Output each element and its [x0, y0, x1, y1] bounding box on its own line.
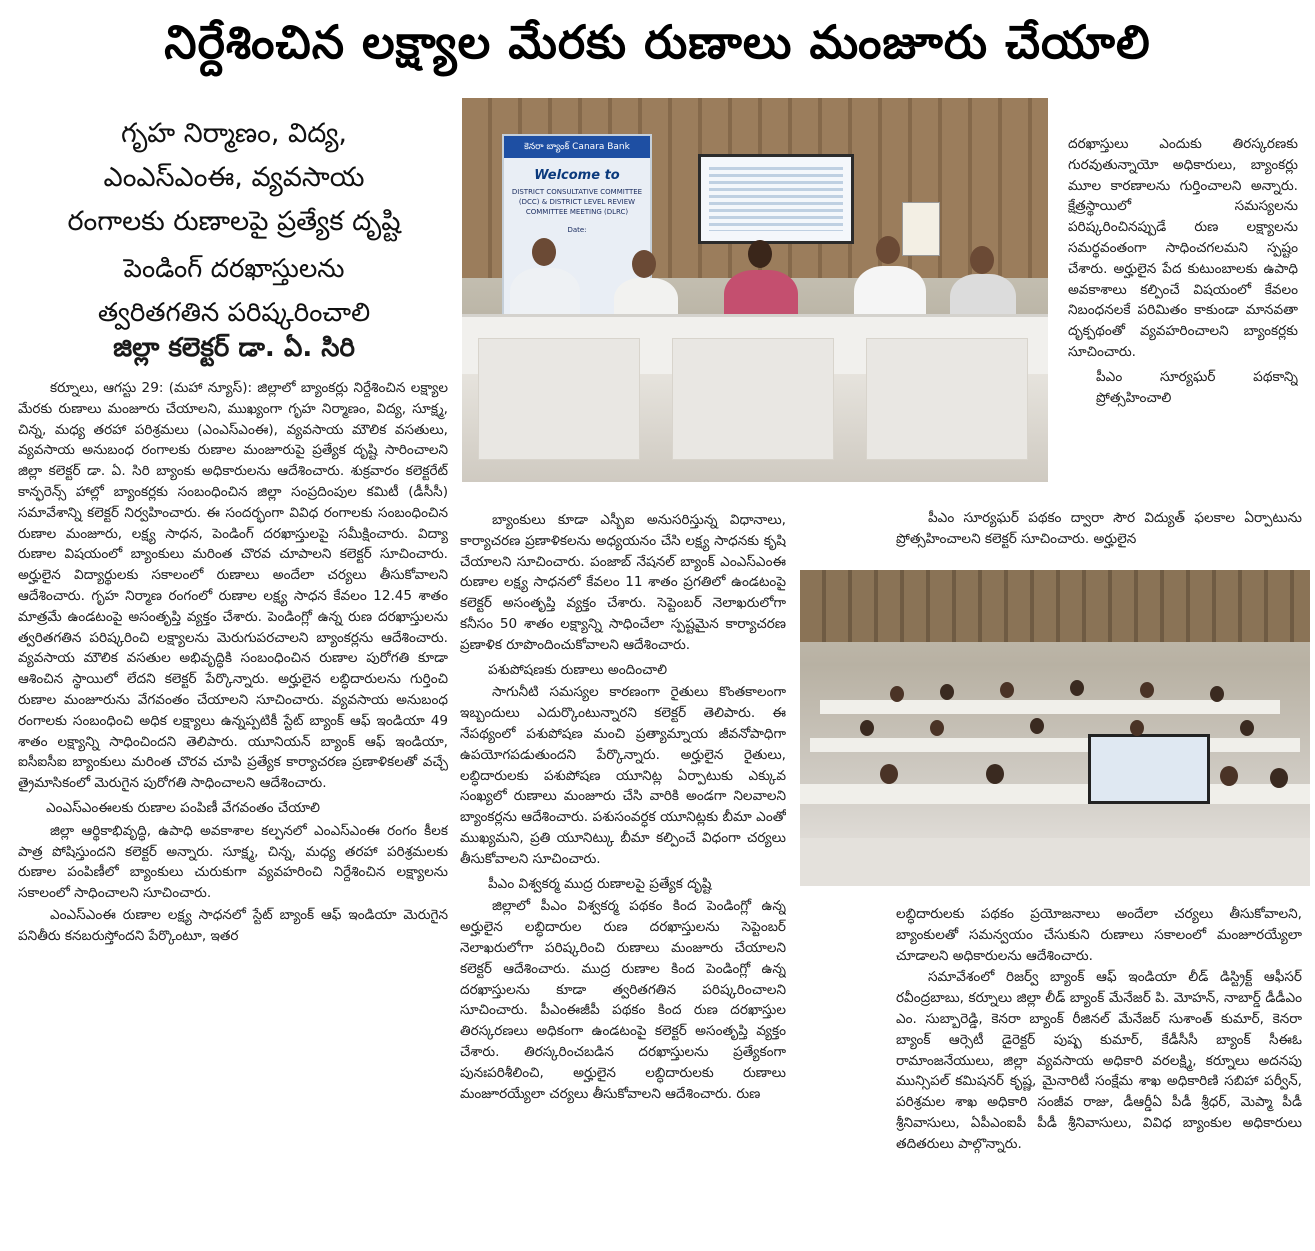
paragraph: సమావేశంలో రిజర్వ్ బ్యాంక్ ఆఫ్ ఇండియా లీడ్ డిస్ట్రిక్ట్ ఆఫీసర్ రవీంద్రబాబు, కర్నూలు జిల్లా లీడ్ బ్యాంక్ మేనేజర్ పి. మోహన్, నాబార్డ్ డీడీఎం ఎం. సుబ్బారెడ్డి, కెనరా బ్యాంక్ రీజినల్ మేనేజర్ సుశాంత్ కుమార్, కెనరా బ్యాంక్ ఆర్సెటీ డైరెక్టర్ పుష్ప కుమార్, కేడీసీసీ బ్యాంక్ సీఈఓ రామాంజనేయులు, జిల్లా వ్యవసాయ అధికారి వరలక్ష్మి, కర్నూలు అదనపు మున్సిపల్ కమిషనర్ కృష్ణ, మైనారిటీ సంక్షేమ శాఖ అధికారిణి సబిహా పర్వీన్, పరిశ్రమల శాఖ అధికారి సంజీవ రాజు, డీఆర్డీఏ పీడీ శ్రీధర్, మెప్మా పీడీ శ్రీనివాసులు, ఏపీఎంఐపీ పీడీ శ్రీనివాసులు, వివిధ బ్యాంకుల అధికారులు తదితరులు పాల్గొన్నారు.	[896, 969, 1302, 1152]
deck-line: పెండింగ్ దరఖాస్తులను	[123, 254, 345, 284]
deck-line: రంగాలకు రుణాలపై ప్రత్యేక దృష్టి	[67, 206, 401, 237]
paragraph: దరఖాస్తులు ఎందుకు తిరస్కరణకు గురవుతున్నాయో అధికారులు, బ్యాంకర్లు మూల కారణాలను గుర్తించాలని అన్నారు. క్షేత్రస్థాయిలో సమస్యలను పరిష్కరించినప్పుడే రుణ లక్ష్యాలను సమర్థవంతంగా సాధించగలమని స్పష్టం చేశారు. అర్హులైన పేద కుటుంబాలకు ఉపాధి అవకాశాలు కల్పించే విషయంలో కేవలం నిబంధనలకే పరిమితం కాకుండా మానవతా దృక్పథంతో వ్యవహరించాలని బ్యాంకర్లకు సూచించారు.	[1068, 136, 1298, 360]
meeting-dais-photo	[462, 98, 1048, 482]
banner-text: DISTRICT CONSULTATIVE COMMITTEE (DCC) & DISTRICT LEVEL REVIEW COMMITTEE MEETING (DLRC)	[511, 188, 643, 216]
article-column-1	[18, 378, 448, 1228]
subheading: పీఎం విశ్వకర్మ ముద్ర రుణాలపై ప్రత్యేక దృష్టి	[488, 875, 712, 892]
deck-line: గృహ నిర్మాణం, విద్య,	[120, 118, 348, 149]
person-head	[860, 720, 874, 736]
desk-row	[800, 838, 1310, 886]
person-head	[1130, 720, 1144, 736]
article-column-3-top	[1068, 134, 1298, 506]
byline: జిల్లా కలెక్టర్ డా. ఏ. సిరి	[113, 333, 355, 363]
projector-screen	[698, 154, 854, 244]
person-head	[1210, 686, 1224, 702]
person-head	[876, 236, 900, 264]
banner-date: Date:	[567, 226, 587, 234]
paragraph: కర్నూలు, ఆగస్టు 29: (మహా న్యూస్): జిల్లాలో బ్యాంకర్లు నిర్దేశించిన లక్ష్యాల మేరకు రుణాలు మంజూరు చేయాలని, ముఖ్యంగా గృహ నిర్మాణం, విద్య, సూక్ష్మ, చిన్న, మధ్య తరహా పరిశ్రమలు (ఎంఎస్ఎంఈ), వ్యవసాయ మౌలిక వసతులు, వ్యవసాయ అనుబంధ రంగాలకు రుణాల మంజూరుపై ప్రత్యేక దృష్టి సారించాలని జిల్లా కలెక్టర్ డా. ఏ. సిరి బ్యాంకు అధికారులను ఆదేశించారు. శుక్రవారం కలెక్టరేట్ కాన్ఫరెన్స్ హాల్లో బ్యాంకర్లకు సంబంధించిన జిల్లా సంప్రదింపుల కమిటీ (డీసీసీ) సమావేశాన్ని కలెక్టర్ నిర్వహించారు. ఈ సందర్భంగా వివిధ రంగాలకు సంబంధించిన రుణాల మంజూరు, లక్ష్య సాధన, పెండింగ్ దరఖాస్తులపై సమీక్షించారు. విద్యా రుణాల విషయంలో బ్యాంకులు మరింత చొరవ చూపాలని కలెక్టర్ సూచించారు. అర్హులైన విద్యార్థులకు సకాలంలో రుణాలు అందేలా చర్యలు తీసుకోవాలని ఆదేశించారు. గృహ నిర్మాణ రంగంలో రుణాల లక్ష్య సాధన కేవలం 12.45 శాతం మాత్రమే ఉండటంపై అసంతృప్తి వ్యక్తం చేశారు. పెండింగ్లో ఉన్న రుణ దరఖాస్తులను త్వరితగతిన పరిష్కరించి లక్ష్యాలను మెరుగుపరచాలని బ్యాంకర్లను ఆదేశించారు. వ్యవసాయ మౌలిక వసతుల అభివృద్ధికి సంబంధించిన రుణాల పురోగతి కూడా ఆశించిన స్థాయిలో లేదని కలెక్టర్ పేర్కొన్నారు. అర్హులైన లబ్ధిదారులను గుర్తించి రుణాల మంజూరును వేగవంతం చేయాలని సూచించారు. వ్యవసాయ అనుబంధ రంగాలకు సంబంధించి అధిక లక్ష్యాలు ఉన్నప్పటికీ స్టేట్ బ్యాంక్ ఆఫ్ ఇండియా 49 శాతం లక్ష్యాన్ని సాధించిందని తెలిపారు. యూనియన్ బ్యాంక్ ఆఫ్ ఇండియా, ఐసీఐసీఐ బ్యాంకులు మరింత చొరవ చూపి ప్రత్యేక కార్యాచరణ ప్రణాళికలతో వచ్చే త్రైమాసికంలో మెరుగైన పురోగతి సాధించాలని ఆదేశించారు.	[18, 380, 448, 792]
person-head	[890, 686, 904, 702]
article-column-2	[460, 510, 786, 1230]
meeting-audience-photo	[800, 570, 1310, 886]
person-head	[532, 238, 556, 266]
dais-panel	[866, 338, 1028, 460]
person-head	[1240, 720, 1254, 736]
person-head	[1070, 680, 1084, 696]
dais-panel	[672, 338, 834, 460]
subheading: పశుపోషణకు రుణాలు అందించాలి	[488, 661, 668, 678]
person-head	[986, 764, 1004, 784]
desk-row	[820, 700, 1280, 714]
paragraph: పీఎం సూర్యఘర్ పథకం ద్వారా సౌర విద్యుత్ ఫలకాల ఏర్పాటును ప్రోత్సహించాలని కలెక్టర్ సూచించారు. అర్హులైన	[896, 510, 1302, 547]
person-head	[940, 684, 954, 700]
paragraph: ఎంఎస్ఎంఈ రుణాల లక్ష్య సాధనలో స్టేట్ బ్యాంక్ ఆఫ్ ఇండియా మెరుగైన పనితీరు కనబరుస్తోందని పేర్కొంటూ, ఇతర	[18, 906, 448, 944]
article-headline: నిర్దేశించిన లక్ష్యాల మేరకు రుణాలు మంజూరు చేయాలి	[164, 15, 1151, 69]
person-head	[1030, 718, 1044, 734]
paragraph: సాగునీటి సమస్యల కారణంగా రైతులు కొంతకాలంగా ఇబ్బందులు ఎదుర్కొంటున్నారని కలెక్టర్ తెలిపారు. ఈ నేపథ్యంలో పశుపోషణ మంచి ప్రత్యామ్నాయ జీవనోపాధిగా ఉపయోగపడుతుందని పేర్కొన్నారు. అర్హులైన రైతులు, లబ్ధిదారులకు పశుపోషణ యూనిట్ల ఏర్పాటుకు ఎక్కువ సంఖ్యలో రుణాలు మంజూరు చేసి వారికి అండగా నిలవాలని బ్యాంకర్లను ఆదేశించారు. పశుసంవర్ధక యూనిట్లకు బీమా ఎంతో ముఖ్యమని, ప్రతి యూనిట్కు బీమా కల్పించే విధంగా చర్యలు తీసుకోవాలని సూచించారు.	[460, 684, 786, 867]
paragraph: లబ్ధిదారులకు పథకం ప్రయోజనాలు అందేలా చర్యలు తీసుకోవాలని, బ్యాంకులతో సమన్వయం చేసుకుని రుణాలు సకాలంలో మంజూరయ్యేలా చూడాలని అధికారులను ఆదేశించారు.	[896, 906, 1302, 964]
person-head	[1220, 766, 1238, 786]
paragraph: బ్యాంకులు కూడా ఎస్బీఐ అనుసరిస్తున్న విధానాలు, కార్యాచరణ ప్రణాళికలను అధ్యయనం చేసి లక్ష్య సాధనకు కృషి చేయాలని సూచించారు. పంజాబ్ నేషనల్ బ్యాంక్ ఎంఎస్ఎంఈ రుణాల లక్ష్య సాధనలో కేవలం 11 శాతం ప్రగతిలో ఉండటంపై కలెక్టర్ అసంతృప్తి వ్యక్తం చేశారు. సెప్టెంబర్ నెలాఖరులోగా కనీసం 50 శాతం లక్ష్యాన్ని సాధించేలా స్పష్టమైన కార్యాచరణ ప్రణాళిక రూపొందించుకోవాలని ఆదేశించారు.	[460, 512, 786, 653]
banner-header: కెనరా బ్యాంక్ Canara Bank	[504, 136, 650, 158]
paragraph: జిల్లా ఆర్థికాభివృద్ధి, ఉపాధి అవకాశాల కల్పనలో ఎంఎస్ఎంఈ రంగం కీలక పాత్ర పోషిస్తుందని కలెక్టర్ అన్నారు. సూక్ష్మ, చిన్న, మధ్య తరహా పరిశ్రమలకు రుణాల పంపిణీలో బ్యాంకులు చురుకుగా వ్యవహరించి నిర్దేశించిన లక్ష్యాలను సకాలంలో సాధించాలని సూచించారు.	[18, 822, 448, 902]
person-head	[970, 246, 994, 274]
desk-row	[800, 784, 1310, 804]
person-head	[1140, 682, 1154, 698]
person-head	[632, 250, 656, 278]
person-head	[1270, 768, 1288, 788]
article-column-3-middle	[896, 508, 1302, 568]
person-head	[1000, 682, 1014, 698]
subheading: ఎంఎస్ఎంఈలకు రుణాల పంపిణీ వేగవంతం చేయాలి	[46, 799, 321, 816]
monitor	[1088, 734, 1210, 804]
subheading: పీఎం సూర్యఘర్ పథకాన్ని ప్రోత్సహించాలి	[1096, 368, 1298, 406]
deck-line: ఎంఎస్ఎంఈ, వ్యవసాయ	[103, 162, 365, 193]
banner-title: Welcome to	[534, 168, 620, 183]
desk-row	[810, 738, 1300, 752]
article-subdeck	[14, 247, 454, 335]
article-column-3-bottom	[896, 904, 1302, 1229]
person-head	[748, 240, 772, 268]
deck-line: త్వరితగతిన పరిష్కరించాలి	[97, 298, 371, 328]
article-deck	[14, 112, 454, 244]
dais-panel	[478, 338, 640, 460]
person-head	[880, 764, 898, 784]
wall-poster	[902, 202, 940, 256]
paragraph: జిల్లాలో పీఎం విశ్వకర్మ పథకం కింద పెండింగ్లో ఉన్న అర్హులైన లబ్ధిదారుల రుణ దరఖాస్తులను సెప్టెంబర్ నెలాఖరులోగా పరిష్కరించి రుణాలు మంజూరు చేయాలని కలెక్టర్ ఆదేశించారు. ముద్ర రుణాల కింద పెండింగ్లో ఉన్న దరఖాస్తులను కూడా త్వరితగతిన పరిష్కరించాలని సూచించారు. పీఎంఈజీపీ పథకం కింద రుణ దరఖాస్తుల తిరస్కరణలు అధికంగా ఉండటంపై కలెక్టర్ అసంతృప్తి వ్యక్తం చేశారు. తిరస్కరించబడిన దరఖాస్తులను ప్రత్యేకంగా పునఃపరిశీలించి, అర్హులైన లబ్ధిదారులకు రుణాలు మంజూరయ్యేలా చర్యలు తీసుకోవాలని ఆదేశించారు. రుణ	[460, 898, 786, 1102]
ceiling	[800, 570, 1310, 642]
person-head	[930, 720, 944, 736]
